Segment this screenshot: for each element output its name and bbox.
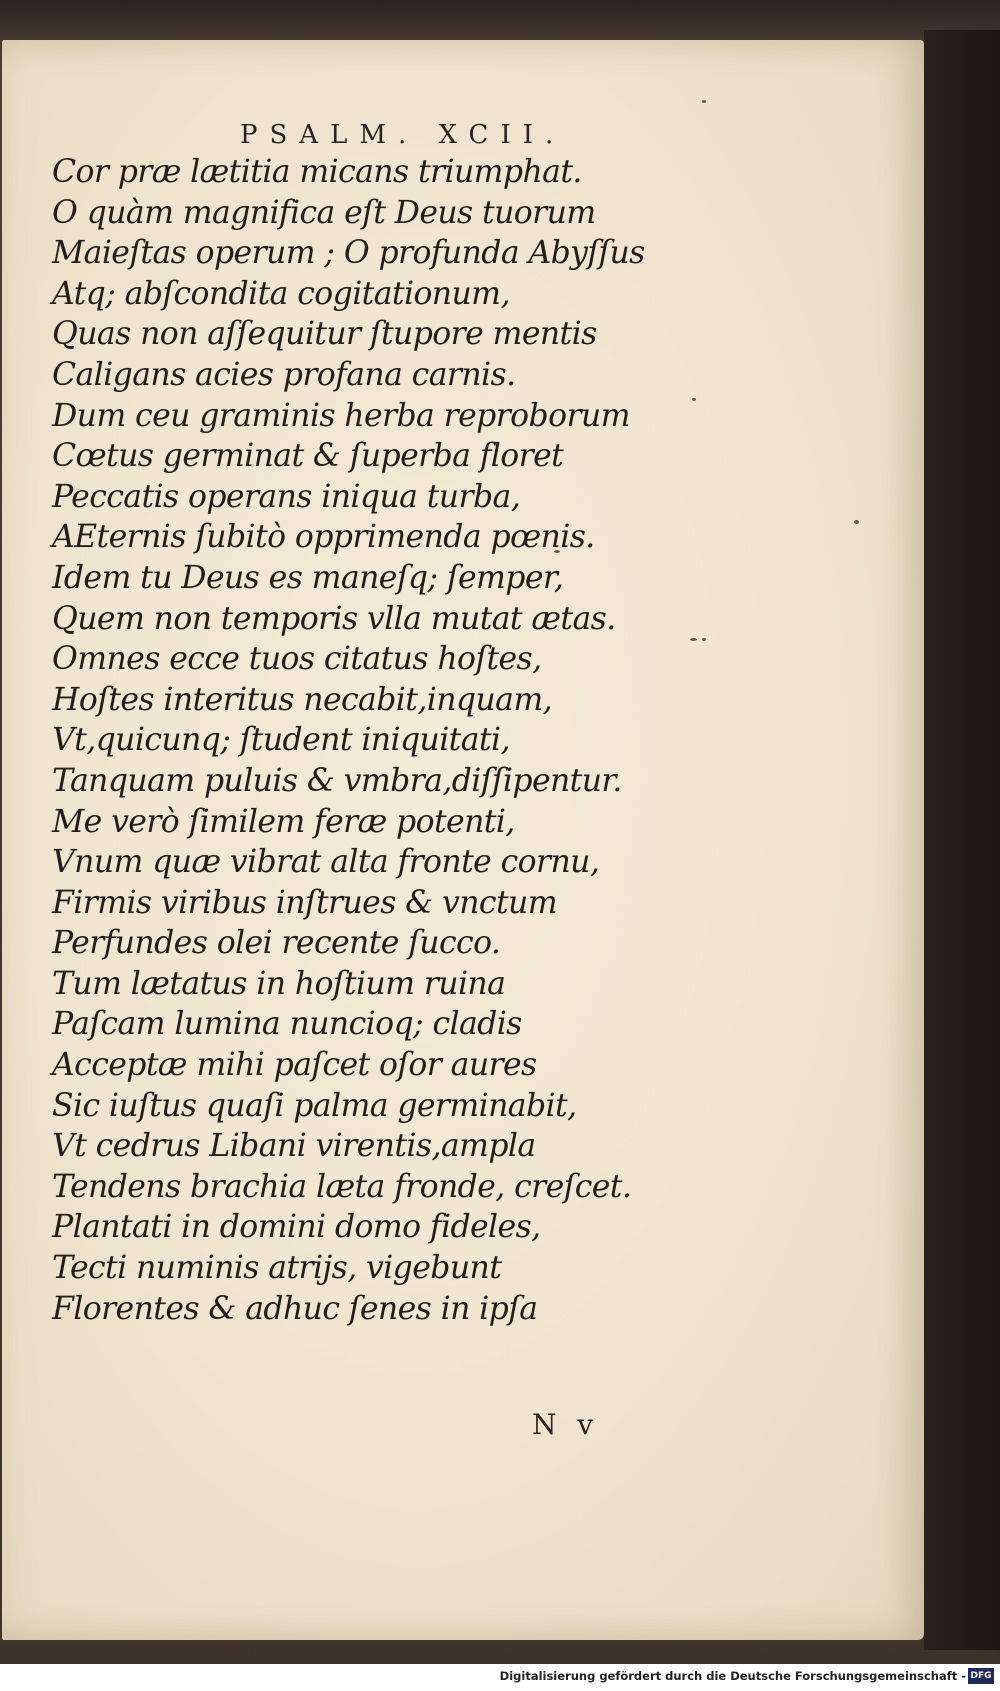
paper-speck (702, 100, 706, 103)
verse-line: Cœtus germinat & ſuperba floret (52, 438, 564, 475)
verse-line: Idem tu Deus es maneſq; ſemper, (52, 559, 564, 596)
paper-speck (702, 638, 706, 641)
verse-line: Florentes & adhuc ſenes in ipſa (52, 1290, 538, 1327)
verse-line: Vt,quicunq; ſtudent iniquitati, (52, 722, 510, 759)
paper-speck (690, 638, 697, 641)
verse-line: Me verò ſimilem feræ potenti, (52, 803, 515, 840)
poem-text (52, 152, 652, 1329)
verse-line: Peccatis operans iniqua turba, (52, 478, 521, 515)
dfg-logo: DFG (968, 1668, 994, 1684)
paper-speck (854, 520, 859, 524)
verse-line: Cor præ lætitia micans triumphat. (52, 154, 582, 190)
verse-line: Paſcam lumina nuncioq; cladis (52, 1006, 522, 1043)
verse-line: Tendens brachia læta fronde, creſcet. (52, 1168, 632, 1205)
funding-notice: Digitalisierung gefördert durch die Deutsche Forschungsgemeinschaft - (499, 1669, 966, 1683)
verse-line: Omnes ecce tuos citatus hoſtes, (52, 641, 542, 678)
verse-line: Quem non temporis vlla mutat ætas. (52, 600, 616, 637)
verse-line: Quas non aſſequitur ſtupore mentis (52, 316, 597, 353)
verse-line: Sic iuſtus quaſi palma germinabit, (52, 1087, 577, 1124)
signature-mark: N v (532, 1408, 600, 1441)
verse-line: AEternis ſubitò opprimenda pœnis. (52, 519, 595, 556)
verse-line: Tecti numinis atrijs, vigebunt (52, 1250, 502, 1287)
verse-line: Caligans acies profana carnis. (52, 356, 516, 393)
verse-line: Acceptæ mihi paſcet oſor aures (52, 1047, 537, 1084)
verse-line: Hoſtes interitus necabit,inquam, (52, 681, 553, 718)
verse-line: Tanquam puluis & vmbra,diſſipentur. (52, 762, 622, 799)
verse-line: Vt cedrus Libani virentis,ampla (52, 1128, 536, 1165)
book-edge (924, 30, 1000, 1650)
verse-line: Perfundes olei recente ſucco. (52, 925, 501, 962)
footer-bar (0, 1664, 1000, 1691)
verse-line: Maieſtas operum ; O profunda Abyſſus (52, 235, 645, 272)
verse-line: Plantati in domini domo fideles, (52, 1209, 541, 1246)
paper-speck (692, 398, 696, 401)
verse-line: Tum lætatus in hoſtium ruina (52, 965, 506, 1002)
verse-line: Firmis viribus inſtrues & vnctum (52, 884, 557, 921)
verse-line: Vnum quæ vibrat alta fronte cornu, (52, 844, 600, 881)
running-head: PSALM. XCII. (240, 120, 566, 150)
verse-line: Atq; abſcondita cogitationum, (52, 275, 510, 312)
verse-line: O quàm magnifica eſt Deus tuorum (52, 194, 596, 231)
verse-line: Dum ceu graminis herba reproborum (52, 397, 630, 434)
